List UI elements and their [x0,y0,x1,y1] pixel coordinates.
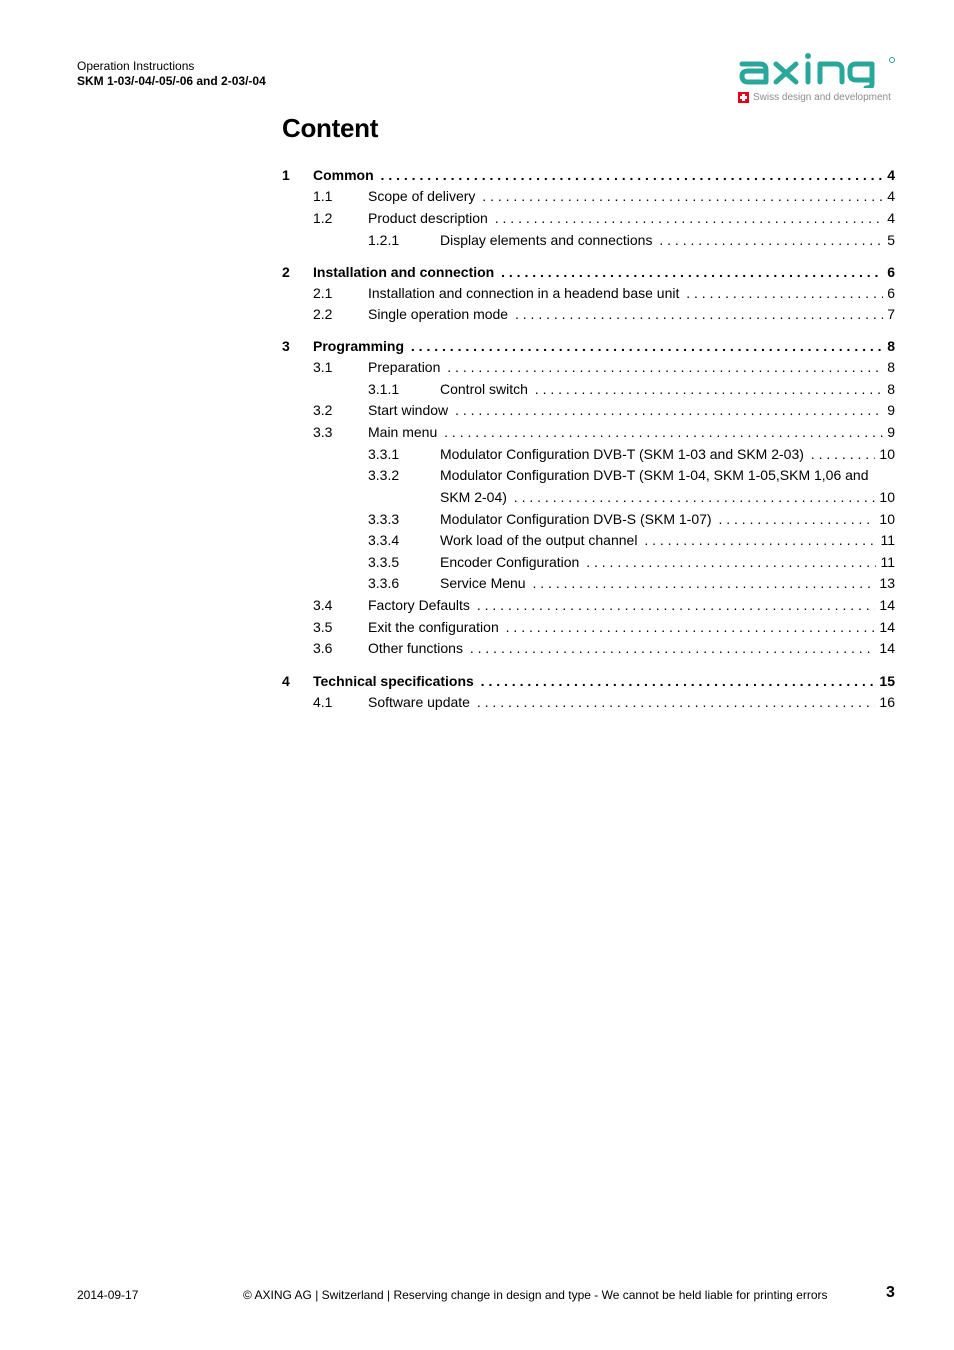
toc-entry-title: Preparation [368,359,443,375]
toc-entry-page: 15 [875,673,895,689]
toc-entry-title: Display elements and connections [440,232,655,248]
toc-entry-number: 1 [282,167,290,183]
footer-date: 2014-09-17 [77,1288,139,1302]
toc-entry-number: 2 [282,264,290,280]
toc-entry-title: Control switch [440,381,531,397]
logo-tagline-row [738,90,891,104]
toc-entry-title: Scope of delivery [368,188,478,204]
toc-entry-title: Installation and connection [313,264,497,280]
toc-entry-number: 3.2 [313,402,333,418]
toc-entry-page: 9 [883,424,895,440]
toc-entry[interactable] [282,640,895,662]
toc-entry-number: 3.6 [313,640,333,656]
toc-entry[interactable] [282,467,895,489]
toc-entry[interactable] [282,575,895,597]
toc-entry-page: 4 [883,210,895,226]
toc-entry-title: Main menu [368,424,440,440]
toc-entry[interactable] [282,285,895,307]
toc-entry-number: 3.1.1 [368,381,400,397]
page-number: 3 [886,1284,895,1301]
swiss-flag-icon [738,92,749,103]
toc-entry[interactable] [282,188,895,210]
toc-entry[interactable] [282,232,895,254]
toc-entry-page: 16 [875,694,895,710]
toc-entry-page: 10 [875,446,895,462]
toc-entry-number: 1.2 [313,210,333,226]
toc-entry[interactable] [282,554,895,576]
toc-entry-title: Technical specifications [313,673,477,689]
page-title: Content [282,113,379,143]
header-doc-type: Operation Instructions [77,59,195,73]
toc-entry-number: 3.3.6 [368,575,400,591]
toc-entry-page: 8 [883,359,895,375]
toc-entry-title: Product description [368,210,491,226]
toc-entry-continuation[interactable] [282,489,895,511]
toc-entry-page: 4 [883,188,895,204]
toc-entry-title: Other functions [368,640,466,656]
toc-entry-number: 3.3 [313,424,333,440]
toc-entry[interactable] [282,402,895,424]
toc-entry-page: 10 [875,489,895,505]
toc-entry-title: Encoder Configuration [440,554,582,570]
toc-entry-number: 1.2.1 [368,232,400,248]
axing-wordmark-icon [738,50,898,88]
toc-entry-number: 3.4 [313,597,333,613]
toc-entry-page: 11 [876,554,895,570]
toc-entry[interactable] [282,167,895,189]
toc-entry-title: Service Menu [440,575,529,591]
toc-entry[interactable] [282,619,895,641]
toc-entry-page: 7 [883,306,895,322]
footer-copyright: © AXING AG | Switzerland | Reserving change in design and type - We cannot be held liable for printing errors [243,1288,828,1302]
toc-entry[interactable] [282,532,895,554]
toc-entry-page: 13 [875,575,895,591]
toc-entry-page: 6 [883,264,895,280]
toc-entry-title: Modulator Configuration DVB-T (SKM 1-03 and SKM 2-03) [440,446,807,462]
toc-entry-title: Factory Defaults [368,597,473,613]
toc-entry-number: 3.3.2 [368,467,400,483]
toc-entry-title: Exit the configuration [368,619,502,635]
toc-entry-number: 3.3.3 [368,511,400,527]
toc-entry-number: 4 [282,673,290,689]
toc-entry-number: 3.3.1 [368,446,400,462]
toc-entry-page: 8 [883,338,895,354]
axing-logo [738,50,898,104]
toc-entry-page: 14 [875,640,895,656]
toc-entry-title: Modulator Configuration DVB-S (SKM 1-07) [440,511,715,527]
toc-entry[interactable] [282,446,895,468]
toc-entry-title: Programming [313,338,407,354]
toc-entry-number: 2.2 [313,306,333,322]
toc-entry-number: 3.5 [313,619,333,635]
toc-entry-number: 4.1 [313,694,333,710]
toc-entry-number: 3.3.4 [368,532,400,548]
toc-entry[interactable] [282,424,895,446]
toc-entry[interactable] [282,381,895,403]
toc-entry-title: Start window [368,402,451,418]
toc-entry-title: Common [313,167,377,183]
toc-entry-number: 3 [282,338,290,354]
toc-entry-page: 4 [883,167,895,183]
toc-entry-number: 3.1 [313,359,333,375]
toc-entry[interactable] [282,597,895,619]
toc-entry[interactable] [282,306,895,328]
toc-entry-title: Software update [368,694,473,710]
toc-entry[interactable] [282,338,895,360]
toc-entry[interactable] [282,511,895,533]
header-product-models: SKM 1-03/-04/-05/-06 and 2-03/-04 [77,74,266,88]
toc-entry-page: 6 [883,285,895,301]
toc-entry[interactable] [282,210,895,232]
toc-entry-title: Modulator Configuration DVB-T (SKM 1-04, SKM 1-05,SKM 1,06 and [440,467,869,483]
toc-entry-page: 14 [875,619,895,635]
toc-entry-page: 11 [876,532,895,548]
toc-entry-title: Single operation mode [368,306,511,322]
document-header [77,59,266,89]
toc-entry[interactable] [282,264,895,286]
toc-entry-page: 8 [883,381,895,397]
toc-entry[interactable] [282,673,895,695]
toc-entry-title: Installation and connection in a headend base unit [368,285,682,301]
toc-entry-title: Work load of the output channel [440,532,640,548]
toc-entry-page: 9 [883,402,895,418]
toc-entry-number: 1.1 [313,188,333,204]
toc-entry[interactable] [282,694,895,716]
toc-entry-page: 14 [875,597,895,613]
toc-entry-number: 2.1 [313,285,333,301]
toc-entry[interactable] [282,359,895,381]
toc-entry-page: 5 [883,232,895,248]
toc-entry-number: 3.3.5 [368,554,400,570]
logo-tagline: Swiss design and development [753,91,891,103]
toc-entry-title-continued: SKM 2-04) [440,489,510,505]
toc-entry-page: 10 [875,511,895,527]
